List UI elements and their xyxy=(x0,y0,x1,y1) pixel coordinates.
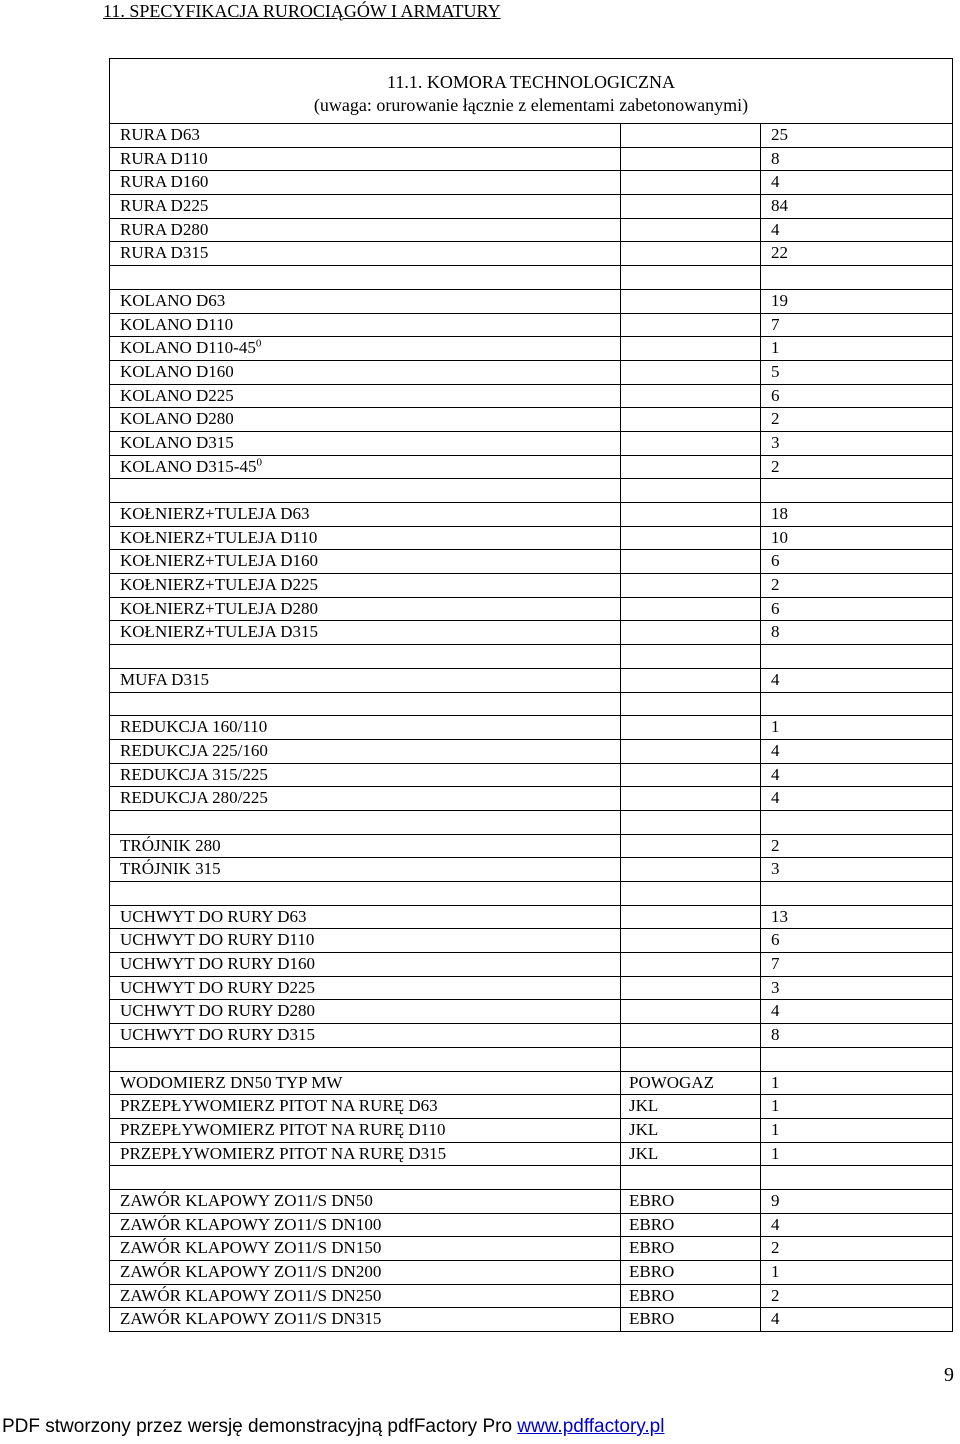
table-row xyxy=(110,313,953,337)
supplier-cell xyxy=(621,289,761,313)
quantity-cell: 2 xyxy=(761,1237,953,1261)
supplier-cell: EBRO xyxy=(621,1237,761,1261)
item-name: UCHWYT DO RURY D110 xyxy=(120,930,315,950)
table-row-spacer xyxy=(110,266,953,290)
supplier-cell xyxy=(621,503,761,527)
quantity-cell: 8 xyxy=(761,621,953,645)
supplier-cell: EBRO xyxy=(621,1308,761,1332)
supplier-cell xyxy=(621,597,761,621)
item-name-cell xyxy=(110,1071,621,1095)
supplier-cell xyxy=(621,526,761,550)
item-name-cell xyxy=(110,905,621,929)
table-row xyxy=(110,550,953,574)
quantity-cell: 8 xyxy=(761,147,953,171)
quantity-cell: 6 xyxy=(761,384,953,408)
table-row xyxy=(110,124,953,148)
quantity-cell: 4 xyxy=(761,668,953,692)
quantity-cell xyxy=(761,692,953,716)
item-name-cell xyxy=(110,645,621,669)
table-row xyxy=(110,147,953,171)
item-name-cell xyxy=(110,1189,621,1213)
page-number: 9 xyxy=(944,1364,954,1386)
supplier-cell xyxy=(621,313,761,337)
item-name: RURA D225 xyxy=(120,196,209,216)
item-name: RURA D110 xyxy=(120,148,208,168)
item-name-cell xyxy=(110,1166,621,1190)
quantity-cell: 84 xyxy=(761,195,953,219)
item-name: KOŁNIERZ+TULEJA D110 xyxy=(120,527,318,547)
supplier-cell xyxy=(621,692,761,716)
item-name: KOLANO D225 xyxy=(120,385,234,405)
table-row xyxy=(110,929,953,953)
item-name: RURA D63 xyxy=(120,125,200,144)
supplier-cell xyxy=(621,645,761,669)
item-name: KOŁNIERZ+TULEJA D160 xyxy=(120,551,318,571)
table-row xyxy=(110,858,953,882)
item-name: TRÓJNIK 280 xyxy=(120,835,221,855)
table-row xyxy=(110,1284,953,1308)
item-name-cell xyxy=(110,195,621,219)
table-row xyxy=(110,716,953,740)
supplier-cell xyxy=(621,266,761,290)
page-heading: 11. SPECYFIKACJA RUROCIĄGÓW I ARMATURY xyxy=(103,1,501,21)
supplier-cell: EBRO xyxy=(621,1261,761,1285)
quantity-cell: 25 xyxy=(761,124,953,148)
supplier-cell xyxy=(621,1000,761,1024)
supplier-cell xyxy=(621,218,761,242)
table-row xyxy=(110,1024,953,1048)
item-name-cell xyxy=(110,313,621,337)
supplier-cell xyxy=(621,716,761,740)
supplier-cell xyxy=(621,739,761,763)
item-name: ZAWÓR KLAPOWY ZO11/S DN315 xyxy=(120,1309,382,1329)
quantity-cell: 6 xyxy=(761,550,953,574)
quantity-cell: 13 xyxy=(761,905,953,929)
item-name-cell xyxy=(110,597,621,621)
item-name-cell xyxy=(110,455,621,479)
item-name: KOŁNIERZ+TULEJA D315 xyxy=(120,622,318,642)
table-row xyxy=(110,739,953,763)
quantity-cell: 1 xyxy=(761,1261,953,1285)
item-name: KOLANO D280 xyxy=(120,409,234,429)
quantity-cell: 4 xyxy=(761,1213,953,1237)
quantity-cell xyxy=(761,810,953,834)
table-row xyxy=(110,834,953,858)
table-row-spacer xyxy=(110,1047,953,1071)
item-name-cell xyxy=(110,1024,621,1048)
table-row xyxy=(110,1261,953,1285)
item-name-cell xyxy=(110,621,621,645)
supplier-cell xyxy=(621,621,761,645)
table-row xyxy=(110,526,953,550)
item-name-cell xyxy=(110,1142,621,1166)
item-name-cell xyxy=(110,384,621,408)
item-name-cell xyxy=(110,408,621,432)
quantity-cell xyxy=(761,479,953,503)
table-row xyxy=(110,337,953,361)
table-row-spacer xyxy=(110,645,953,669)
supplier-cell xyxy=(621,858,761,882)
item-name-cell xyxy=(110,147,621,171)
supplier-cell xyxy=(621,668,761,692)
item-name: KOLANO D315 xyxy=(120,432,234,452)
table-row xyxy=(110,1000,953,1024)
section-subtitle: (uwaga: orurowanie łącznie z elementami zabetonowanymi) xyxy=(313,95,749,115)
item-name-cell xyxy=(110,360,621,384)
item-name-cell xyxy=(110,1261,621,1285)
quantity-cell: 3 xyxy=(761,431,953,455)
quantity-cell: 22 xyxy=(761,242,953,266)
supplier-cell xyxy=(621,550,761,574)
quantity-cell: 4 xyxy=(761,171,953,195)
item-name-cell xyxy=(110,1284,621,1308)
quantity-cell: 4 xyxy=(761,739,953,763)
table-row xyxy=(110,171,953,195)
item-name-cell xyxy=(110,431,621,455)
item-name: ZAWÓR KLAPOWY ZO11/S DN250 xyxy=(120,1285,382,1305)
quantity-cell xyxy=(761,882,953,906)
table-row xyxy=(110,1237,953,1261)
supplier-cell xyxy=(621,976,761,1000)
supplier-cell xyxy=(621,1166,761,1190)
item-name: ZAWÓR KLAPOWY ZO11/S DN100 xyxy=(120,1214,382,1234)
table-row-spacer xyxy=(110,1166,953,1190)
item-name: KOLANO D110 xyxy=(120,314,234,334)
quantity-cell: 18 xyxy=(761,503,953,527)
quantity-cell: 4 xyxy=(761,787,953,811)
supplier-cell xyxy=(621,408,761,432)
supplier-cell xyxy=(621,242,761,266)
quantity-cell: 7 xyxy=(761,313,953,337)
table-row-spacer xyxy=(110,882,953,906)
supplier-cell xyxy=(621,337,761,361)
item-name: PRZEPŁYWOMIERZ PITOT NA RURĘ D110 xyxy=(120,1119,446,1139)
quantity-cell: 6 xyxy=(761,929,953,953)
item-name-cell xyxy=(110,1213,621,1237)
footer-text: PDF stworzony przez wersję demonstracyjną pdfFactory Pro xyxy=(2,1416,518,1437)
item-name: UCHWYT DO RURY D280 xyxy=(120,1001,316,1021)
quantity-cell: 4 xyxy=(761,1000,953,1024)
item-name-cell xyxy=(110,858,621,882)
degree-superscript: 0 xyxy=(256,455,262,468)
supplier-cell xyxy=(621,574,761,598)
item-name: KOŁNIERZ+TULEJA D280 xyxy=(120,598,318,618)
item-name: KOLANO D63 xyxy=(120,290,226,310)
supplier-cell xyxy=(621,147,761,171)
table-header-row xyxy=(110,59,953,124)
item-name-cell xyxy=(110,953,621,977)
item-name: MUFA D315 xyxy=(120,669,209,689)
supplier-cell xyxy=(621,431,761,455)
item-name-cell xyxy=(110,526,621,550)
supplier-cell: EBRO xyxy=(621,1189,761,1213)
item-name-cell xyxy=(110,289,621,313)
table-row-spacer xyxy=(110,692,953,716)
quantity-cell: 2 xyxy=(761,408,953,432)
item-name: KOŁNIERZ+TULEJA D225 xyxy=(120,575,318,595)
item-name: PRZEPŁYWOMIERZ PITOT NA RURĘ D315 xyxy=(120,1143,447,1163)
supplier-cell xyxy=(621,124,761,148)
table-body xyxy=(110,124,953,1332)
item-name: ZAWÓR KLAPOWY ZO11/S DN150 xyxy=(120,1238,382,1258)
quantity-cell: 8 xyxy=(761,1024,953,1048)
supplier-cell xyxy=(621,171,761,195)
supplier-cell xyxy=(621,1047,761,1071)
item-name-cell xyxy=(110,692,621,716)
supplier-cell xyxy=(621,905,761,929)
quantity-cell: 4 xyxy=(761,763,953,787)
table-row xyxy=(110,787,953,811)
quantity-cell: 3 xyxy=(761,858,953,882)
item-name-cell xyxy=(110,739,621,763)
item-name: REDUKCJA 315/225 xyxy=(120,764,268,784)
quantity-cell xyxy=(761,645,953,669)
item-name-cell xyxy=(110,1308,621,1332)
quantity-cell xyxy=(761,266,953,290)
item-name-cell xyxy=(110,124,621,148)
item-name-cell xyxy=(110,834,621,858)
specification-table xyxy=(109,58,953,1332)
item-name: KOLANO D110-45 xyxy=(120,338,256,358)
table-row xyxy=(110,408,953,432)
item-name: ZAWÓR KLAPOWY ZO11/S DN200 xyxy=(120,1262,382,1281)
table-row xyxy=(110,218,953,242)
table-row xyxy=(110,905,953,929)
supplier-cell: JKL xyxy=(621,1142,761,1166)
table-row xyxy=(110,1118,953,1142)
supplier-cell xyxy=(621,384,761,408)
supplier-cell xyxy=(621,810,761,834)
table-row xyxy=(110,1308,953,1332)
supplier-cell: JKL xyxy=(621,1095,761,1119)
table-row xyxy=(110,953,953,977)
quantity-cell: 9 xyxy=(761,1189,953,1213)
item-name-cell xyxy=(110,976,621,1000)
table-row xyxy=(110,1213,953,1237)
item-name-cell xyxy=(110,550,621,574)
table-row xyxy=(110,574,953,598)
item-name-cell xyxy=(110,787,621,811)
supplier-cell: EBRO xyxy=(621,1213,761,1237)
item-name: KOLANO D315-45 xyxy=(120,456,257,476)
quantity-cell: 7 xyxy=(761,953,953,977)
item-name-cell xyxy=(110,337,621,361)
quantity-cell: 10 xyxy=(761,526,953,550)
item-name: PRZEPŁYWOMIERZ PITOT NA RURĘ D63 xyxy=(120,1096,438,1116)
table-row xyxy=(110,195,953,219)
quantity-cell: 2 xyxy=(761,834,953,858)
footer-link[interactable]: www.pdffactory.pl xyxy=(517,1416,665,1437)
quantity-cell: 4 xyxy=(761,218,953,242)
supplier-cell: POWOGAZ xyxy=(621,1071,761,1095)
quantity-cell: 1 xyxy=(761,1118,953,1142)
item-name: UCHWYT DO RURY D315 xyxy=(120,1025,316,1045)
item-name-cell xyxy=(110,1237,621,1261)
item-name-cell xyxy=(110,882,621,906)
supplier-cell xyxy=(621,360,761,384)
table-row xyxy=(110,763,953,787)
supplier-cell: JKL xyxy=(621,1118,761,1142)
table-row xyxy=(110,621,953,645)
table-row xyxy=(110,455,953,479)
quantity-cell: 6 xyxy=(761,597,953,621)
table-row xyxy=(110,242,953,266)
quantity-cell: 1 xyxy=(761,1142,953,1166)
degree-superscript: 0 xyxy=(255,337,262,350)
item-name: RURA D160 xyxy=(120,172,209,192)
table-row xyxy=(110,431,953,455)
item-name-cell xyxy=(110,763,621,787)
supplier-cell xyxy=(621,1024,761,1048)
item-name: KOŁNIERZ+TULEJA D63 xyxy=(120,504,310,523)
item-name: ZAWÓR KLAPOWY ZO11/S DN50 xyxy=(120,1190,373,1210)
item-name: TRÓJNIK 315 xyxy=(120,859,221,879)
item-name: UCHWYT DO RURY D160 xyxy=(120,954,316,974)
quantity-cell: 4 xyxy=(761,1308,953,1332)
table-row xyxy=(110,503,953,527)
supplier-cell xyxy=(621,953,761,977)
table-row xyxy=(110,360,953,384)
quantity-cell: 2 xyxy=(761,1284,953,1308)
item-name-cell xyxy=(110,503,621,527)
quantity-cell: 2 xyxy=(761,455,953,479)
table-row xyxy=(110,976,953,1000)
quantity-cell: 5 xyxy=(761,360,953,384)
item-name-cell xyxy=(110,1095,621,1119)
quantity-cell xyxy=(761,1047,953,1071)
supplier-cell xyxy=(621,195,761,219)
item-name-cell xyxy=(110,1118,621,1142)
supplier-cell xyxy=(621,763,761,787)
table-row xyxy=(110,1071,953,1095)
quantity-cell xyxy=(761,1166,953,1190)
item-name-cell xyxy=(110,1000,621,1024)
item-name-cell xyxy=(110,929,621,953)
table-row xyxy=(110,668,953,692)
item-name: REDUKCJA 225/160 xyxy=(120,740,268,760)
table-header-cell xyxy=(110,59,953,124)
quantity-cell: 1 xyxy=(761,337,953,361)
item-name: KOLANO D160 xyxy=(120,361,234,381)
supplier-cell xyxy=(621,787,761,811)
item-name-cell xyxy=(110,1047,621,1071)
item-name: RURA D315 xyxy=(120,243,209,263)
table-row xyxy=(110,1142,953,1166)
item-name-cell xyxy=(110,218,621,242)
item-name: REDUKCJA 280/225 xyxy=(120,788,268,808)
table-row xyxy=(110,289,953,313)
pdf-footer xyxy=(2,1416,664,1438)
item-name: WODOMIERZ DN50 TYP MW xyxy=(120,1072,343,1092)
quantity-cell: 19 xyxy=(761,289,953,313)
table-row xyxy=(110,597,953,621)
table-row-spacer xyxy=(110,810,953,834)
item-name-cell xyxy=(110,810,621,834)
quantity-cell: 2 xyxy=(761,574,953,598)
supplier-cell xyxy=(621,882,761,906)
item-name: REDUKCJA 160/110 xyxy=(120,717,268,737)
supplier-cell: EBRO xyxy=(621,1284,761,1308)
quantity-cell: 3 xyxy=(761,976,953,1000)
supplier-cell xyxy=(621,834,761,858)
item-name: RURA D280 xyxy=(120,219,209,239)
supplier-cell xyxy=(621,455,761,479)
item-name-cell xyxy=(110,668,621,692)
quantity-cell: 1 xyxy=(761,1071,953,1095)
quantity-cell: 1 xyxy=(761,1095,953,1119)
table-row-spacer xyxy=(110,479,953,503)
item-name-cell xyxy=(110,171,621,195)
item-name-cell xyxy=(110,479,621,503)
section-title: 11.1. KOMORA TECHNOLOGICZNA xyxy=(387,72,676,92)
supplier-cell xyxy=(621,929,761,953)
item-name: UCHWYT DO RURY D225 xyxy=(120,977,316,997)
table-row xyxy=(110,1189,953,1213)
table-row xyxy=(110,1095,953,1119)
table-row xyxy=(110,384,953,408)
item-name-cell xyxy=(110,266,621,290)
quantity-cell: 1 xyxy=(761,716,953,740)
item-name-cell xyxy=(110,574,621,598)
supplier-cell xyxy=(621,479,761,503)
item-name-cell xyxy=(110,242,621,266)
item-name-cell xyxy=(110,716,621,740)
item-name: UCHWYT DO RURY D63 xyxy=(120,906,307,926)
